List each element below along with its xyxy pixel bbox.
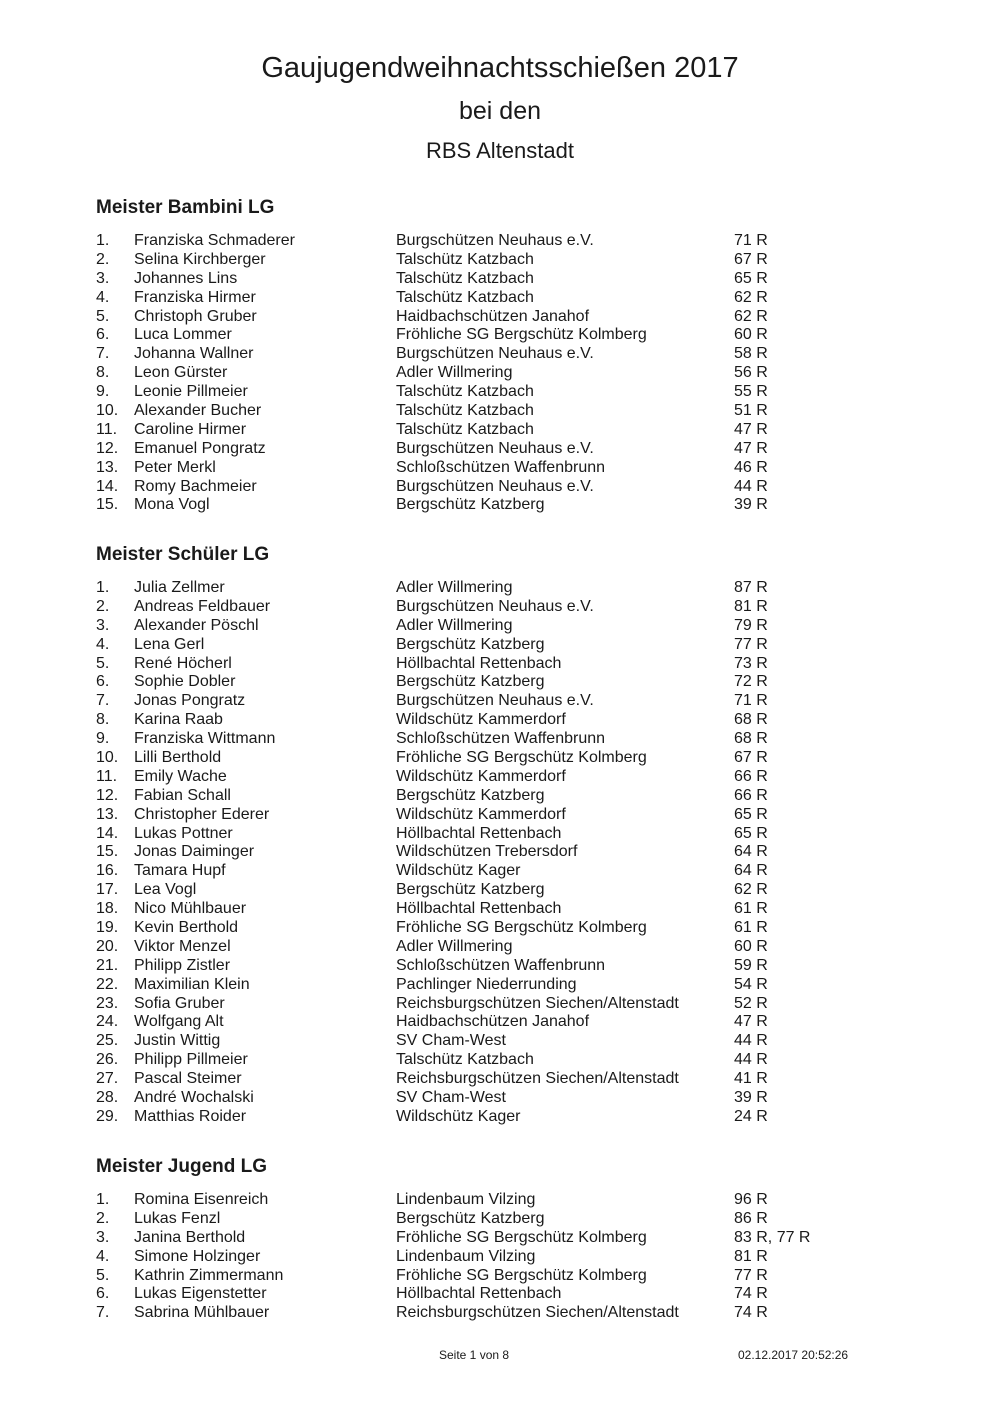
result-rank: 22. — [96, 975, 119, 993]
result-rank: 1. — [96, 579, 110, 596]
result-name: Luca Lommer — [134, 326, 232, 344]
result-row — [96, 900, 916, 919]
result-row — [96, 1191, 916, 1210]
result-score: 47 R — [734, 420, 768, 438]
result-score: 54 R — [734, 975, 768, 993]
result-score: 65 R — [734, 805, 768, 823]
result-row — [96, 711, 916, 730]
result-row — [96, 1032, 916, 1051]
result-name: Wolfgang Alt — [134, 1013, 224, 1031]
result-score: 83 R, 77 R — [734, 1228, 811, 1246]
result-score: 77 R — [734, 1266, 768, 1284]
result-name: Emanuel Pongratz — [134, 439, 266, 457]
result-rank: 26. — [96, 1051, 119, 1069]
result-row — [96, 345, 916, 364]
result-row — [96, 326, 916, 345]
result-name: Jonas Pongratz — [134, 692, 246, 710]
result-row — [96, 825, 916, 844]
result-club: Bergschütz Katzberg — [396, 496, 545, 514]
result-score: 64 R — [734, 862, 768, 880]
result-rank: 8. — [96, 364, 110, 382]
result-rank: 25. — [96, 1032, 119, 1050]
result-rank: 20. — [96, 937, 119, 955]
result-name: Andreas Feldbauer — [134, 597, 271, 615]
result-club: Burgschützen Neuhaus e.V. — [396, 232, 594, 249]
result-name: Leon Gürster — [134, 364, 228, 382]
result-row — [96, 289, 916, 308]
results-list — [96, 579, 916, 1127]
result-rank: 6. — [96, 326, 110, 344]
result-score: 72 R — [734, 673, 768, 691]
result-club: Lindenbaum Vilzing — [396, 1247, 536, 1265]
result-name: Leonie Pillmeier — [134, 383, 248, 401]
result-row — [96, 617, 916, 636]
result-rank: 5. — [96, 654, 110, 672]
result-rank: 15. — [96, 843, 119, 861]
result-club: Burgschützen Neuhaus e.V. — [396, 477, 594, 495]
result-row — [96, 1210, 916, 1229]
result-club: Adler Willmering — [396, 579, 513, 596]
result-row — [96, 496, 916, 515]
result-name: Sofia Gruber — [134, 994, 225, 1012]
result-row — [96, 881, 916, 900]
result-club: Pachlinger Niederrunding — [396, 975, 577, 993]
result-club: Adler Willmering — [396, 616, 513, 634]
result-score: 56 R — [734, 364, 768, 382]
result-row — [96, 598, 916, 617]
result-name: Christopher Ederer — [134, 805, 270, 823]
result-rank: 2. — [96, 250, 110, 268]
result-score: 66 R — [734, 786, 768, 804]
result-row — [96, 976, 916, 995]
result-name: Sophie Dobler — [134, 673, 236, 691]
result-name: Christoph Gruber — [134, 307, 257, 325]
result-rank: 4. — [96, 635, 110, 653]
result-score: 62 R — [734, 307, 768, 325]
result-name: Franziska Wittmann — [134, 730, 276, 748]
result-rank: 11. — [96, 420, 118, 438]
result-rank: 9. — [96, 730, 110, 748]
result-name: Franziska Hirmer — [134, 288, 256, 306]
result-row — [96, 843, 916, 862]
result-score: 62 R — [734, 288, 768, 306]
result-row — [96, 1304, 916, 1323]
section-heading: Meister Schüler LG — [96, 544, 270, 565]
result-rank: 23. — [96, 994, 119, 1012]
result-score: 65 R — [734, 824, 768, 842]
result-name: Philipp Pillmeier — [134, 1051, 248, 1069]
result-name: Jonas Daiminger — [134, 843, 255, 861]
result-row — [96, 919, 916, 938]
result-row — [96, 1285, 916, 1304]
result-row — [96, 1051, 916, 1070]
result-score: 65 R — [734, 269, 768, 287]
result-name: Kathrin Zimmermann — [134, 1266, 284, 1284]
result-rank: 21. — [96, 956, 119, 974]
result-score: 24 R — [734, 1107, 768, 1125]
page-number: Seite 1 von 8 — [439, 1348, 510, 1362]
result-score: 66 R — [734, 767, 768, 785]
result-score: 68 R — [734, 711, 768, 729]
result-score: 58 R — [734, 345, 768, 363]
result-score: 47 R — [734, 439, 768, 457]
result-rank: 19. — [96, 919, 119, 937]
result-name: Johanna Wallner — [134, 345, 254, 363]
result-name: Justin Wittig — [134, 1032, 221, 1050]
result-rank: 7. — [96, 345, 110, 363]
results-list — [96, 1191, 916, 1323]
result-name: René Höcherl — [134, 654, 232, 672]
result-name: Viktor Menzel — [134, 937, 231, 955]
result-score: 39 R — [734, 496, 768, 514]
result-rank: 4. — [96, 288, 110, 306]
result-row — [96, 440, 916, 459]
result-row — [96, 787, 916, 806]
result-name: Johannes Lins — [134, 269, 238, 287]
result-name: Emily Wache — [134, 767, 227, 785]
result-club: Bergschütz Katzberg — [396, 635, 545, 653]
result-score: 67 R — [734, 749, 768, 767]
result-rank: 8. — [96, 711, 110, 729]
result-name: Janina Berthold — [134, 1228, 246, 1246]
result-score: 73 R — [734, 654, 768, 672]
result-club: Lindenbaum Vilzing — [396, 1191, 536, 1208]
result-rank: 12. — [96, 786, 119, 804]
result-club: Bergschütz Katzberg — [396, 1209, 545, 1227]
result-row — [96, 459, 916, 478]
result-club: Haidbachschützen Janahof — [396, 307, 590, 325]
result-row — [96, 251, 916, 270]
result-name: Julia Zellmer — [134, 579, 225, 596]
result-club: Burgschützen Neuhaus e.V. — [396, 345, 594, 363]
result-score: 64 R — [734, 843, 768, 861]
result-name: Matthias Roider — [134, 1107, 247, 1125]
result-row — [96, 636, 916, 655]
result-club: Höllbachtal Rettenbach — [396, 900, 562, 918]
section-bambini — [96, 196, 916, 515]
result-score: 41 R — [734, 1070, 768, 1088]
result-row — [96, 383, 916, 402]
result-club: Burgschützen Neuhaus e.V. — [396, 439, 594, 457]
result-score: 51 R — [734, 402, 768, 420]
result-name: Lea Vogl — [134, 881, 197, 899]
result-rank: 14. — [96, 477, 119, 495]
result-row — [96, 862, 916, 881]
result-name: Lena Gerl — [134, 635, 205, 653]
result-rank: 16. — [96, 862, 119, 880]
result-club: Fröhliche SG Bergschütz Kolmberg — [396, 326, 647, 344]
result-club: Adler Willmering — [396, 937, 513, 955]
result-rank: 5. — [96, 307, 110, 325]
result-row — [96, 1070, 916, 1089]
result-rank: 15. — [96, 496, 119, 514]
result-row — [96, 655, 916, 674]
result-club: Talschütz Katzbach — [396, 383, 534, 401]
result-score: 61 R — [734, 919, 768, 937]
result-row — [96, 1013, 916, 1032]
result-club: Wildschütz Kager — [396, 1107, 521, 1125]
result-score: 81 R — [734, 597, 768, 615]
result-name: Maximilian Klein — [134, 975, 250, 993]
result-rank: 6. — [96, 673, 110, 691]
result-club: Adler Willmering — [396, 364, 513, 382]
result-rank: 7. — [96, 1304, 110, 1322]
result-row — [96, 308, 916, 327]
result-name: Franziska Schmaderer — [134, 232, 295, 249]
result-rank: 24. — [96, 1013, 119, 1031]
result-row — [96, 673, 916, 692]
result-club: Höllbachtal Rettenbach — [396, 654, 562, 672]
result-name: Simone Holzinger — [134, 1247, 261, 1265]
result-row — [96, 364, 916, 383]
result-row — [96, 478, 916, 497]
result-score: 86 R — [734, 1209, 768, 1227]
result-club: Fröhliche SG Bergschütz Kolmberg — [396, 1228, 647, 1246]
result-score: 47 R — [734, 1013, 768, 1031]
result-row — [96, 402, 916, 421]
result-name: Kevin Berthold — [134, 919, 239, 937]
result-name: Karina Raab — [134, 711, 223, 729]
result-score: 61 R — [734, 900, 768, 918]
result-score: 44 R — [734, 1051, 768, 1069]
section-jugend — [96, 1155, 916, 1323]
result-score: 67 R — [734, 250, 768, 268]
result-club: Wildschütz Kammerdorf — [396, 767, 566, 785]
result-club: Schloßschützen Waffenbrunn — [396, 458, 606, 476]
result-club: Burgschützen Neuhaus e.V. — [396, 597, 594, 615]
result-name: Lukas Pottner — [134, 824, 233, 842]
result-rank: 10. — [96, 749, 119, 767]
result-rank: 9. — [96, 383, 110, 401]
result-score: 87 R — [734, 579, 768, 596]
result-rank: 27. — [96, 1070, 119, 1088]
result-row — [96, 270, 916, 289]
result-score: 46 R — [734, 458, 768, 476]
result-club: Talschütz Katzbach — [396, 1051, 534, 1069]
result-name: Peter Merkl — [134, 458, 216, 476]
result-name: Alexander Pöschl — [134, 616, 259, 634]
result-rank: 1. — [96, 232, 110, 249]
result-name: Romina Eisenreich — [134, 1191, 269, 1208]
results-list — [96, 232, 916, 515]
result-club: Wildschütz Kager — [396, 862, 521, 880]
result-rank: 6. — [96, 1285, 110, 1303]
result-name: Philipp Zistler — [134, 956, 231, 974]
result-row — [96, 730, 916, 749]
result-rank: 10. — [96, 402, 119, 420]
result-name: Nico Mühlbauer — [134, 900, 247, 918]
result-rank: 3. — [96, 269, 110, 287]
result-score: 96 R — [734, 1191, 768, 1208]
result-rank: 2. — [96, 597, 110, 615]
result-club: Wildschütz Kammerdorf — [396, 805, 566, 823]
result-rank: 13. — [96, 805, 119, 823]
result-row — [96, 1229, 916, 1248]
result-name: Selina Kirchberger — [134, 250, 266, 268]
result-name: Romy Bachmeier — [134, 477, 257, 495]
result-row — [96, 1267, 916, 1286]
result-name: Lilli Berthold — [134, 749, 222, 767]
result-row — [96, 957, 916, 976]
result-club: Bergschütz Katzberg — [396, 786, 545, 804]
result-score: 81 R — [734, 1247, 768, 1265]
result-name: Lukas Eigenstetter — [134, 1285, 267, 1303]
section-heading: Meister Bambini LG — [96, 197, 275, 218]
result-row — [96, 1108, 916, 1127]
result-rank: 1. — [96, 1191, 110, 1208]
result-row — [96, 806, 916, 825]
result-name: André Wochalski — [134, 1089, 254, 1107]
result-rank: 7. — [96, 692, 110, 710]
result-club: Schloßschützen Waffenbrunn — [396, 956, 606, 974]
result-club: Bergschütz Katzberg — [396, 673, 545, 691]
result-rank: 13. — [96, 458, 119, 476]
result-name: Mona Vogl — [134, 496, 210, 514]
result-name: Alexander Bucher — [134, 402, 262, 420]
result-club: SV Cham-West — [396, 1032, 506, 1050]
result-rank: 2. — [96, 1209, 110, 1227]
result-name: Lukas Fenzl — [134, 1209, 221, 1227]
result-club: Talschütz Katzbach — [396, 288, 534, 306]
result-club: Burgschützen Neuhaus e.V. — [396, 692, 594, 710]
result-score: 44 R — [734, 1032, 768, 1050]
result-row — [96, 692, 916, 711]
result-score: 79 R — [734, 616, 768, 634]
result-rank: 4. — [96, 1247, 110, 1265]
result-score: 39 R — [734, 1089, 768, 1107]
result-row — [96, 995, 916, 1014]
result-club: Fröhliche SG Bergschütz Kolmberg — [396, 749, 647, 767]
result-rank: 28. — [96, 1089, 119, 1107]
result-rank: 14. — [96, 824, 119, 842]
result-club: Reichsburgschützen Siechen/Altenstadt — [396, 1070, 679, 1088]
result-club: Fröhliche SG Bergschütz Kolmberg — [396, 1266, 647, 1284]
result-rank: 18. — [96, 900, 119, 918]
result-name: Tamara Hupf — [134, 862, 226, 880]
result-score: 71 R — [734, 232, 768, 249]
result-name: Fabian Schall — [134, 786, 231, 804]
result-score: 55 R — [734, 383, 768, 401]
result-row — [96, 579, 916, 598]
result-row — [96, 768, 916, 787]
result-score: 44 R — [734, 477, 768, 495]
result-club: Schloßschützen Waffenbrunn — [396, 730, 606, 748]
result-club: SV Cham-West — [396, 1089, 506, 1107]
result-score: 74 R — [734, 1285, 768, 1303]
host-club: RBS Altenstadt — [426, 138, 574, 163]
result-row — [96, 421, 916, 440]
result-score: 71 R — [734, 692, 768, 710]
result-row — [96, 232, 916, 251]
result-rank: 3. — [96, 1228, 110, 1246]
result-club: Talschütz Katzbach — [396, 420, 534, 438]
document-subtitle: bei den — [458, 97, 542, 125]
result-score: 74 R — [734, 1304, 768, 1322]
result-rank: 11. — [96, 767, 118, 785]
result-rank: 5. — [96, 1266, 110, 1284]
result-name: Pascal Steimer — [134, 1070, 242, 1088]
section-schueler — [96, 543, 916, 1127]
result-name: Sabrina Mühlbauer — [134, 1304, 270, 1322]
result-row — [96, 1089, 916, 1108]
result-club: Wildschützen Trebersdorf — [396, 843, 578, 861]
result-club: Wildschütz Kammerdorf — [396, 711, 566, 729]
result-club: Talschütz Katzbach — [396, 250, 534, 268]
result-row — [96, 938, 916, 957]
result-club: Haidbachschützen Janahof — [396, 1013, 590, 1031]
result-club: Fröhliche SG Bergschütz Kolmberg — [396, 919, 647, 937]
result-score: 60 R — [734, 937, 768, 955]
result-club: Reichsburgschützen Siechen/Altenstadt — [396, 1304, 679, 1322]
result-club: Talschütz Katzbach — [396, 269, 534, 287]
section-heading: Meister Jugend LG — [96, 1156, 268, 1177]
result-score: 52 R — [734, 994, 768, 1012]
result-row — [96, 1248, 916, 1267]
result-score: 62 R — [734, 881, 768, 899]
result-club: Reichsburgschützen Siechen/Altenstadt — [396, 994, 679, 1012]
result-score: 59 R — [734, 956, 768, 974]
result-rank: 29. — [96, 1107, 119, 1125]
result-row — [96, 749, 916, 768]
result-score: 60 R — [734, 326, 768, 344]
result-rank: 17. — [96, 881, 119, 899]
result-club: Höllbachtal Rettenbach — [396, 1285, 562, 1303]
result-club: Talschütz Katzbach — [396, 402, 534, 420]
result-score: 68 R — [734, 730, 768, 748]
result-club: Höllbachtal Rettenbach — [396, 824, 562, 842]
result-club: Bergschütz Katzberg — [396, 881, 545, 899]
result-rank: 12. — [96, 439, 119, 457]
result-rank: 3. — [96, 616, 110, 634]
print-timestamp: 02.12.2017 20:52:26 — [738, 1348, 849, 1362]
result-score: 77 R — [734, 635, 768, 653]
result-name: Caroline Hirmer — [134, 420, 247, 438]
document-title: Gaujugendweihnachtsschießen 2017 — [261, 52, 739, 84]
